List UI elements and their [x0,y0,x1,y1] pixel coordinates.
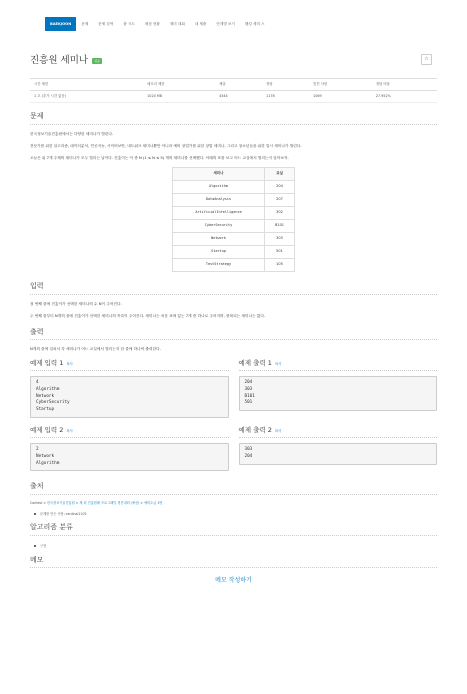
stats-row [30,91,437,103]
star-button[interactable] [421,54,432,65]
output-heading: 출력 [30,327,437,341]
seminar-name: Startup [173,246,265,259]
page [0,16,467,694]
seminar-room: 105 [265,259,295,272]
stats-header: 맞힌 사람 [309,79,372,91]
table-row [173,220,295,233]
table-row [173,246,295,259]
stats-cell: 4344 [215,91,262,103]
seminar-header-row [173,168,295,181]
stats-cell: 1178 [262,91,309,103]
seminar-name: TestStrategy [173,259,265,272]
table-row [173,181,295,194]
source-line [30,501,437,506]
seminar-name: CyberSecurity [173,220,265,233]
problem-heading: 문제 [30,111,437,125]
stats-header: 시간 제한 [30,79,143,91]
seminar-header: 교실 [265,168,295,181]
star-icon: ☆ [424,55,429,62]
table-row [173,259,295,272]
table-row [173,233,295,246]
table-row [173,207,295,220]
copy-button[interactable]: 복사 [274,428,282,433]
seminar-name: Algorithm [173,181,265,194]
stats-cell: 1 초 (추가 시간 없음) [30,91,143,103]
source-label: Contest > [30,500,48,505]
write-memo-link[interactable]: 메모 작성하기 [215,577,252,585]
example-input-box: 4 Algorithm Network CyberSecurity Startup [30,376,229,417]
nav-item-search[interactable]: 문제 검색 [98,22,114,26]
example-output-box: 204 303 B101 501 [239,376,438,411]
stats-header-row [30,79,437,91]
status-badge: 성공 [94,59,100,63]
seminar-room: 501 [265,246,295,259]
example-title: 예제 입력 2 [30,425,64,434]
problem-paragraph: 한국정보기술진흥원에서는 다양한 세미나가 열린다. [30,131,114,136]
input-heading: 입력 [30,281,437,295]
example-heading [239,359,438,372]
example-title: 예제 입력 1 [30,358,64,367]
example-input-box: 2 Network Algorithm [30,443,229,471]
table-row [173,194,295,207]
copy-button[interactable]: 복사 [274,361,282,366]
stats-table [30,78,437,103]
seminar-name: Network [173,233,265,246]
source-link[interactable]: 한국정보기술진흥원 > 제 회 진흥원배 프로그래밍 경진대회 (예선) > 예비초급 1번 [47,500,163,505]
list-item: 문제를 만든 사람: cardinal1105 [30,512,437,517]
problem-paragraph: 전문가를 위한 알고리즘, 데이터분석, 인공지능, 사이버보안, 네트워크 세미나뿐만 아니라 예비 창업가를 위한 창업 세미나, 그리고 청소년들을 위한 입시 세미나가 열린다. [30,143,302,148]
stats-cell: 1024 MB [143,91,215,103]
algorithm-heading: 알고리즘 분류 [30,522,437,536]
title-row [30,54,437,68]
stats-header: 정답 [262,79,309,91]
input-paragraph: 첫 번째 줄에 진흥이가 선택한 세미나의 수 N이 주어진다. [30,301,122,306]
seminar-room: 207 [265,194,295,207]
seminar-name: DataAnalysis [173,194,265,207]
seminar-room: B101 [265,220,295,233]
seminar-room: 303 [265,233,295,246]
example-heading [30,359,229,372]
example-output-2 [239,426,438,472]
input-paragraph: 두 번째 줄부터 N개의 줄에 진흥이가 선택한 세미나의 목록이 주어진다. 세미나는 처음 표에 있는 7개 중 하나로 주어지며, 중복되는 세미나는 없다. [30,313,266,318]
example-output-box: 303 204 [239,443,438,464]
stats-cell: 27.952% [372,91,437,103]
example-heading [30,426,229,439]
stats-header: 제출 [215,79,262,91]
source-heading: 출처 [30,481,437,495]
example-input-1 [30,359,229,418]
output-paragraph: N개의 줄에 걸쳐서 각 세미나가 어느 교실에서 열리는지 한 줄에 하나씩 출력한다. [30,347,161,352]
example-output-1 [239,359,438,418]
seminar-room: 204 [265,181,295,194]
site-logo[interactable]: BAEKJOON [45,17,76,31]
page-title: 진흥원 세미나 [30,54,89,66]
stats-header: 정답 비율 [372,79,437,91]
examples-grid [30,359,437,472]
copy-button[interactable]: 복사 [66,361,73,366]
top-nav [30,16,437,32]
memo-heading: 메모 [30,555,437,569]
example-heading [239,426,438,439]
example-title: 예제 출력 2 [238,425,272,434]
nav-item-problems[interactable]: 문제 [81,22,89,26]
nav-item-steps[interactable]: 단계별 보기 [216,22,235,26]
seminar-room: 302 [265,207,295,220]
nav-item-attempt[interactable]: 출 시도 [123,22,135,26]
nav-item-contest[interactable]: 재미 대회 [169,22,185,26]
copy-button[interactable]: 복사 [66,428,73,433]
stats-cell: 1069 [309,91,372,103]
problem-paragraph: 오늘은 위 7개 주제의 세미나가 모두 열리는 날이다. 진흥이는 이 중 N (1 ≤ N ≤ 5) 개의 세미나를 선택했다. 아래의 표를 보고 어느 교실에서 열리는지 알아보자. [30,155,289,160]
seminar-name: ArtificialIntelligence [173,207,265,220]
example-input-2 [30,426,229,472]
seminar-table [172,167,295,272]
seminar-header: 세미나 [173,168,265,181]
nav-item-ranking[interactable]: 랭킹 세미 스 [244,22,265,26]
example-title: 예제 출력 1 [238,358,272,367]
nav-item-status[interactable]: 채점 현황 [144,22,160,26]
list-item[interactable]: 구현 [30,544,437,549]
nav-item-my-submissions[interactable]: 내 제출 [194,22,207,26]
stats-header: 메모리 제한 [143,79,215,91]
